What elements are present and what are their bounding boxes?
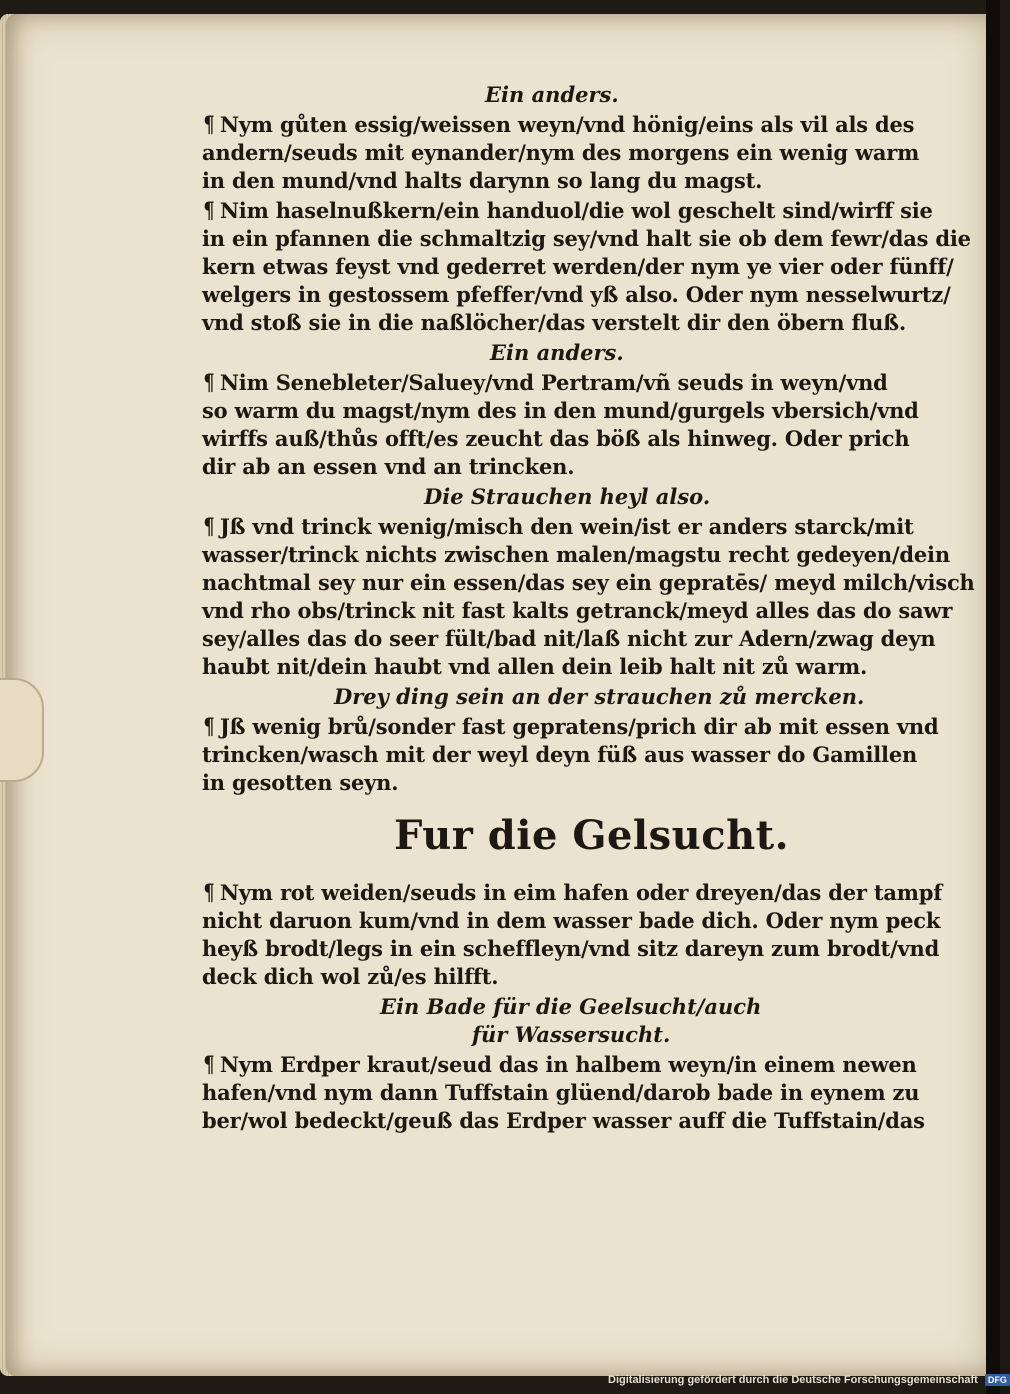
digitization-credit <box>608 1374 1010 1386</box>
text-line: hafen/vnd nym dann Tuffstain glüend/darob bade in eynem zu <box>202 1080 920 1105</box>
credit-text: Digitalisierung gefördert durch die Deutsche Forschungsgemeinschaft <box>608 1374 978 1386</box>
section-heading: für Wassersucht. <box>472 1022 671 1047</box>
text-line: ber/wol bedeckt/geuß das Erdper wasser auff die Tuffstain/das <box>202 1108 925 1133</box>
section-heading: Die Strauchen heyl also. <box>424 484 711 509</box>
pilcrow-icon: ¶ <box>203 714 215 740</box>
text-line: ¶ Nym rot weiden/seuds in eim hafen oder dreyen/das der tampf <box>203 880 943 906</box>
text-line: heyß brodt/legs in ein scheffleyn/vnd sitz dareyn zum brodt/vnd <box>202 936 940 961</box>
text-line: in gesotten seyn. <box>202 770 399 795</box>
text-line: ¶ Nym gůten essig/weissen weyn/vnd hönig/eins als vil als des <box>203 112 915 138</box>
text-line: kern etwas feyst vnd gederret werden/der nym ye vier oder fünff/ <box>202 254 954 279</box>
binding-edge <box>986 0 1000 1394</box>
section-heading: Ein anders. <box>485 82 619 107</box>
text-line: ¶ Nim Senebleter/Saluey/vnd Pertram/vñ seuds in weyn/vnd <box>203 370 888 396</box>
text-line: ¶ Jß wenig brů/sonder fast gepratens/prich dir ab mit essen vnd <box>203 714 939 740</box>
section-heading: Ein anders. <box>490 340 624 365</box>
text-line: vnd stoß sie in die naßlöcher/das verstelt dir den öbern fluß. <box>202 310 907 335</box>
chapter-heading: Fur die Gelsucht. <box>394 812 790 859</box>
text-line: trincken/wasch mit der weyl deyn füß aus wasser do Gamillen <box>202 742 918 767</box>
page-tab-marker <box>0 678 44 782</box>
section-heading: Drey ding sein an der strauchen zů mercken. <box>334 684 865 709</box>
text-line: wasser/trinck nichts zwischen malen/magstu recht gedeyen/dein <box>202 542 950 567</box>
pilcrow-icon: ¶ <box>203 370 215 396</box>
text-line: vnd rho obs/trinck nit fast kalts getranck/meyd alles das do sawr <box>202 598 953 623</box>
section-heading: Ein Bade für die Geelsucht/auch <box>380 994 762 1019</box>
pilcrow-icon: ¶ <box>203 514 215 540</box>
text-line: so warm du magst/nym des in den mund/gurgels vbersich/vnd <box>202 398 919 423</box>
pilcrow-icon: ¶ <box>203 1052 215 1078</box>
text-line: nicht daruon kum/vnd in dem wasser bade dich. Oder nym peck <box>202 908 941 933</box>
text-line: nachtmal sey nur ein essen/das sey ein gepratēs/ meyd milch/visch <box>202 570 975 595</box>
text-line: ¶ Jß vnd trinck wenig/misch den wein/ist er anders starck/mit <box>203 514 914 540</box>
text-line: in ein pfannen die schmaltzig sey/vnd halt sie ob dem fewr/das die <box>202 226 971 251</box>
text-line: ¶ Nim haselnußkern/ein handuol/die wol geschelt sind/wirff sie <box>203 198 933 224</box>
text-line: ¶ Nym Erdper kraut/seud das in halbem weyn/in einem newen <box>203 1052 917 1078</box>
pilcrow-icon: ¶ <box>203 198 215 224</box>
text-line: welgers in gestossem pfeffer/vnd yß also. Oder nym nesselwurtz/ <box>202 282 951 307</box>
text-line: haubt nit/dein haubt vnd allen dein leib halt nit zů warm. <box>202 654 868 679</box>
text-line: deck dich wol zů/es hilfft. <box>202 964 499 989</box>
dfg-logo: DFG <box>985 1374 1010 1386</box>
pilcrow-icon: ¶ <box>203 112 215 138</box>
text-line: dir ab an essen vnd an trincken. <box>202 454 575 479</box>
text-line: wirffs auß/thůs offt/es zeucht das böß als hinweg. Oder prich <box>202 426 910 451</box>
text-line: sey/alles das do seer fült/bad nit/laß nicht zur Adern/zwag deyn <box>202 626 936 651</box>
text-line: andern/seuds mit eynander/nym des morgens ein wenig warm <box>202 140 920 165</box>
pilcrow-icon: ¶ <box>203 880 215 906</box>
text-line: in den mund/vnd halts darynn so lang du magst. <box>202 168 763 193</box>
